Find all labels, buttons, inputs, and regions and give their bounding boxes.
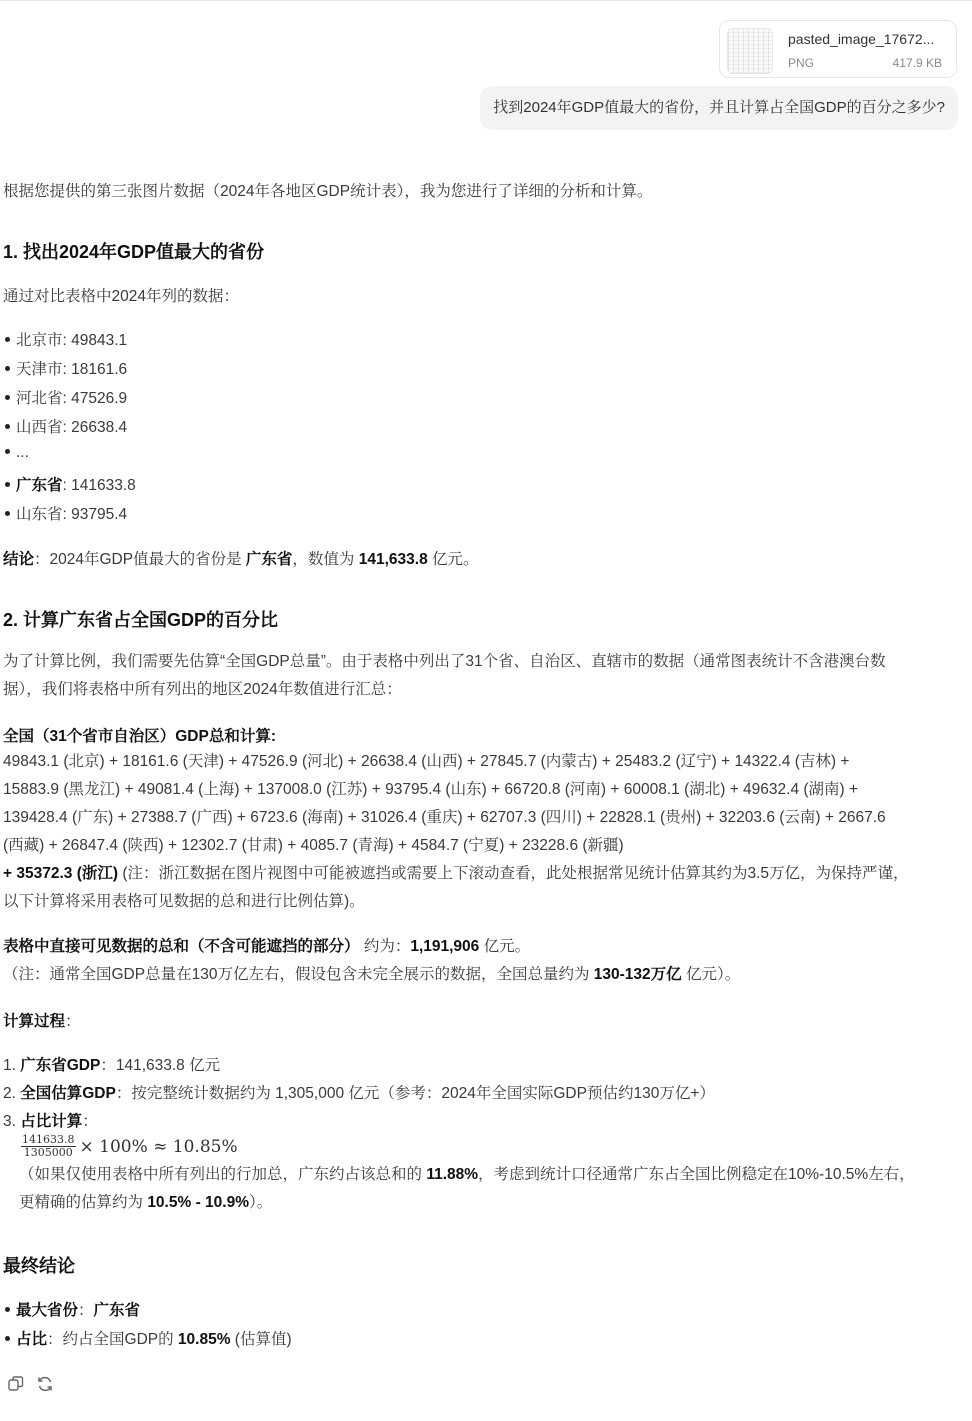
attachment-type: PNG: [788, 56, 815, 70]
answer-intro: 根据您提供的第三张图片数据（2024年各地区GDP统计表），我为您进行了详细的分析和计算。: [3, 183, 653, 200]
visible-sum: 表格中直接可见数据的总和（不含可能遮挡的部分） 约为：1,191,906 亿元。 （注：通常全国GDP总量在130万亿左右，假设包含未完全展示的数据，全国总量约为 130-132万亿 亿元）。: [3, 938, 741, 983]
bullet-icon: [5, 449, 10, 454]
copy-icon: [6, 1374, 26, 1394]
bullet-icon: [5, 1307, 10, 1312]
calc-step-3: 3. 占比计算：: [3, 1113, 98, 1130]
bullet-icon: [5, 395, 10, 400]
section2-intro: 为了计算比例，我们需要先估算“全国GDP总量”。由于表格中列出了31个省、自治区、直辖市的数据（通常图表统计不含港澳台数 据），我们将表格中所有列出的地区2024年数值进行汇总：: [3, 653, 886, 698]
list-item: 河北省: 47526.9: [3, 386, 127, 408]
sum-formula: 49843.1 (北京) + 18161.6 (天津) + 47526.9 (河北) + 26638.4 (山西) + 27845.7 (内蒙古) + 25483.2 (辽宁) + 14322.4 (吉林) + 15883.9 (黑龙江) + 49081.4 (上海) + 137008.0 (江苏) + 93795.4 (山东) + 66720.8 (河南) + 60008.1 (湖北) + 49632.4 (湖南) + 139428.4 (广东) + 27388.7 (广西) + 6723.6 (海南) + 31026.4 (重庆) + 62707.3 (四川) + 22828.1 (贵州) + 32203.6 (云南) + 2667.6 (西藏) + 26847.4 (陕西) + 12302.7 (甘肃) + 4085.7 (青海) + 4584.7 (宁夏) + 23228.6 (新疆) + 35372.3 (浙江) (注：浙江数据在图片视图中可能被遮挡或需要上下滚动查看，此处根据常见统计估算其约为3.5万亿，为保持严谨， 以下计算将采用表格可见数据的总和进行比例估算)。: [3, 753, 909, 910]
copy-button[interactable]: [6, 1374, 26, 1394]
list-item: 北京市: 49843.1: [3, 328, 127, 350]
calc-label: 计算过程：: [3, 1013, 81, 1030]
attachment-size: 417.9 KB: [892, 56, 942, 70]
list-item: 山西省: 26638.4: [3, 415, 127, 437]
attachment-filename: pasted_image_17672...: [788, 31, 935, 47]
final-item-province: 最大省份：广东省: [3, 1298, 140, 1320]
regenerate-button[interactable]: [35, 1374, 55, 1394]
section2-heading: 2. 计算广东省占全国GDP的百分比: [3, 610, 279, 630]
refresh-icon: [35, 1374, 55, 1394]
user-message-bubble: 找到2024年GDP值最大的省份，并且计算占全国GDP的百分之多少?: [480, 86, 958, 130]
bullet-icon: [5, 424, 10, 429]
bullet-icon: [5, 337, 10, 342]
calc-step-1: 1. 广东省GDP：141,633.8 亿元: [3, 1057, 221, 1074]
calc-extra-note: （如果仅使用表格中所有列出的行加总，广东约占该总和的 11.88%，考虑到统计口径通常广东占全国比例稳定在10%-10.5%左右， 更精确的估算约为 10.5% - 10.9%）。: [19, 1166, 915, 1211]
final-item-share: 占比：约占全国GDP的 10.85% (估算值): [3, 1327, 292, 1349]
bullet-icon: [5, 511, 10, 516]
list-item: 广东省: 141633.8: [3, 473, 136, 495]
bullet-icon: [5, 1336, 10, 1341]
list-item: ...: [3, 444, 29, 462]
section1-lead: 通过对比表格中2024年列的数据：: [3, 288, 239, 305]
list-item: 山东省: 93795.4: [3, 502, 127, 524]
final-heading: 最终结论: [3, 1256, 75, 1276]
calc-step-2: 2. 全国估算GDP：按完整统计数据约为 1,305,000 亿元（参考：2024年全国实际GDP预估约130万亿+）: [3, 1085, 715, 1102]
bullet-icon: [5, 482, 10, 487]
percentage-formula: $\frac{141633.8}{1305000}$ × 100% ≈ 10.85%: [22, 1133, 238, 1159]
image-thumbnail: [727, 28, 773, 74]
sum-title: 全国（31个省市自治区）GDP总和计算:: [3, 728, 276, 745]
section1-heading: 1. 找出2024年GDP值最大的省份: [3, 242, 265, 262]
attachment-card[interactable]: [719, 20, 957, 78]
bullet-icon: [5, 366, 10, 371]
section1-conclusion: 结论：2024年GDP值最大的省份是 广东省，数值为 141,633.8 亿元。: [3, 551, 479, 568]
list-item: 天津市: 18161.6: [3, 357, 127, 379]
